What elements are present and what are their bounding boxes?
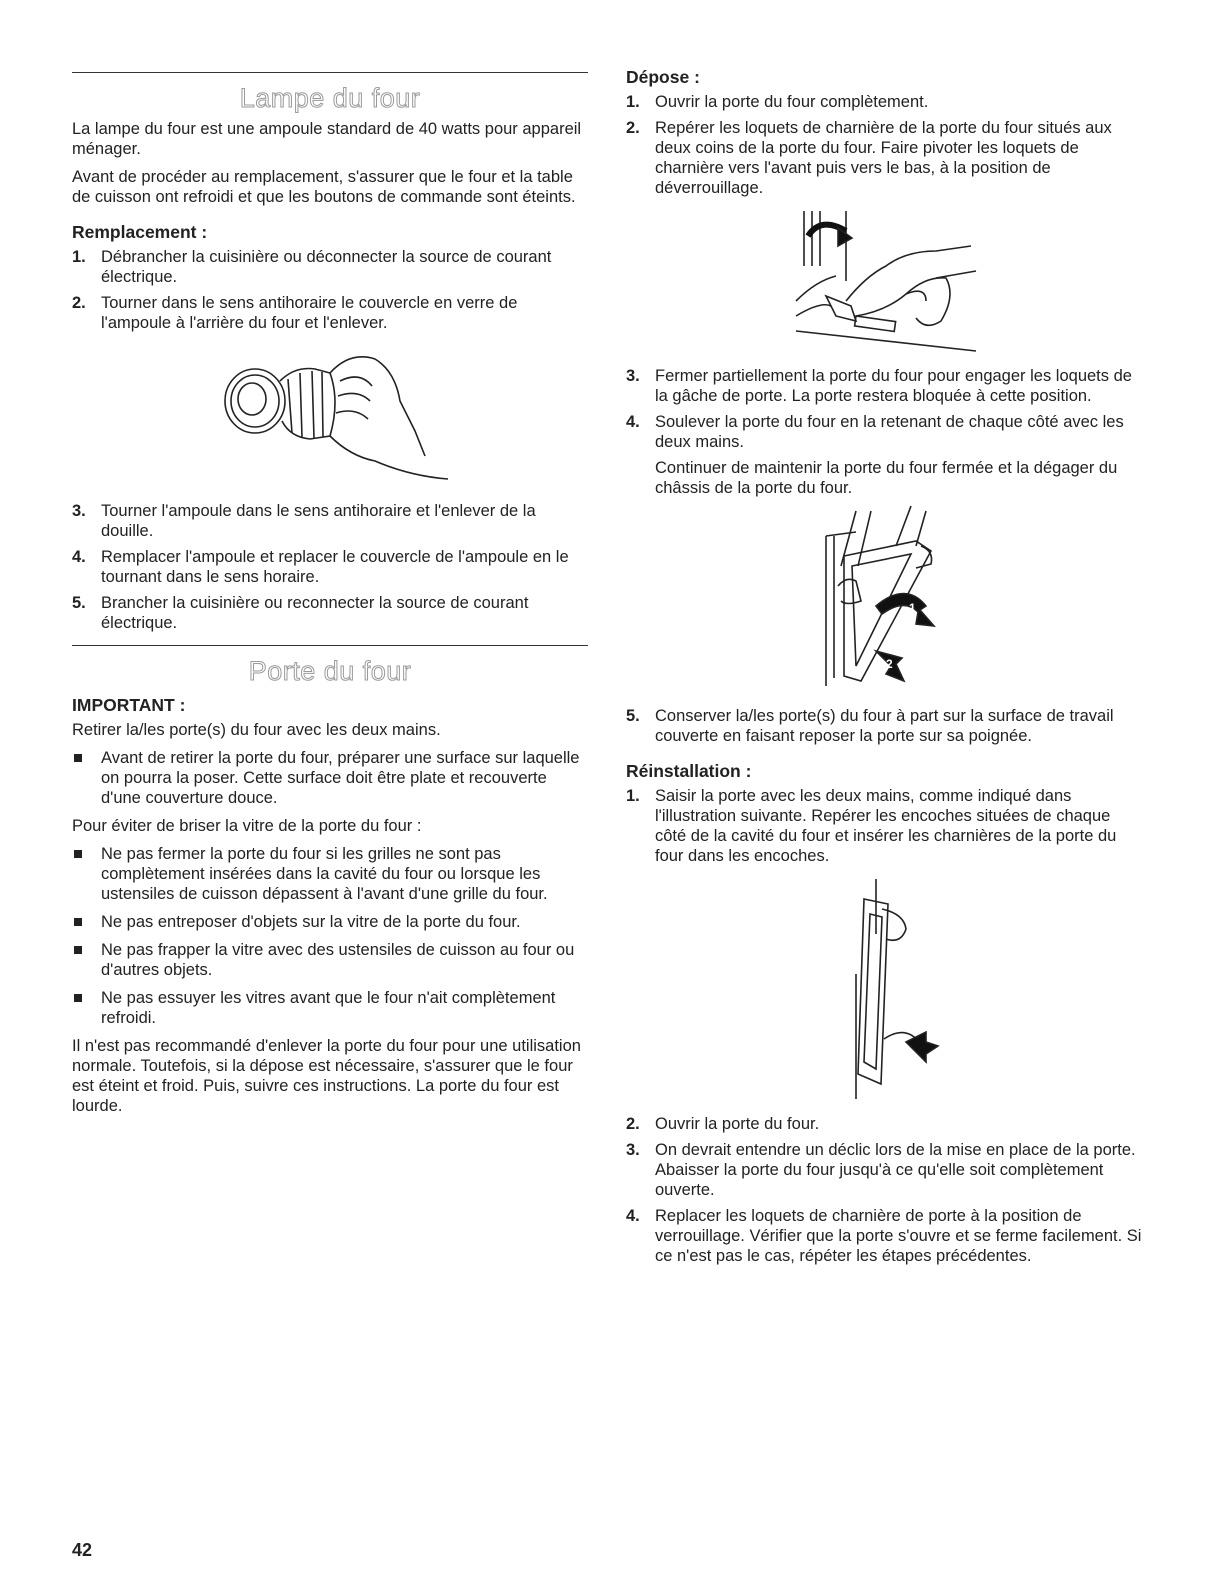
bulb-cover-illustration — [72, 341, 588, 491]
important-text: Retirer la/les porte(s) du four avec les deux mains. — [72, 721, 441, 739]
reinstall-heading: Réinstallation : — [626, 761, 752, 781]
replacement-heading: Remplacement : — [72, 222, 208, 242]
arrow-label-2: 2 — [886, 657, 893, 671]
arrow-label-1: 1 — [909, 601, 916, 615]
right-column — [626, 60, 1146, 1272]
bullet-square-icon — [74, 994, 82, 1002]
bullet-item: Avant de retirer la porte du four, préparer une surface sur laquelle on pourra la poser. Cette surface doit être plate et recouverte d'une couverture douce. — [72, 748, 588, 808]
removal-step: 1. Ouvrir la porte du four complètement. — [626, 93, 929, 111]
door-reinstall-illustration — [626, 874, 1146, 1104]
lamp-step: 3. Tourner l'ampoule dans le sens antihoraire et l'enlever de la douille. — [72, 502, 536, 540]
bullet-square-icon — [74, 918, 82, 926]
section-rule — [72, 72, 588, 73]
removal-heading: Dépose : — [626, 67, 700, 87]
bullet-square-icon — [74, 946, 82, 954]
removal-step: 2. Repérer les loquets de charnière de la porte du four situés aux deux coins de la porte du four. Faire pivoter les loquets de charnière vers l'avant puis vers le bas, à la position de déverrouillage. — [626, 119, 1112, 197]
page-number: 42 — [72, 1540, 93, 1560]
bullet-item: Ne pas essuyer les vitres avant que le four n'ait complètement refroidi. — [72, 988, 588, 1028]
reinstall-step: 1. Saisir la porte avec les deux mains, comme indiqué dans l'illustration suivante. Repérer les encoches situées de chaque côté de la cavité du four et insérer les charnières de la porte du four dans les encoches. — [626, 787, 1117, 865]
bullet-item: Ne pas entreposer d'objets sur la vitre de la porte du four. — [72, 912, 588, 932]
removal-step: 5. Conserver la/les porte(s) du four à part sur la surface de travail couverte en faisant reposer la porte sur sa poignée. — [626, 707, 1114, 745]
important-heading: IMPORTANT : — [72, 695, 186, 715]
avoid-text: Pour éviter de briser la vitre de la porte du four : — [72, 817, 422, 835]
door-lift-illustration — [626, 506, 1146, 696]
hinge-latch-illustration — [626, 206, 1146, 356]
left-column — [72, 60, 588, 1124]
section-rule — [72, 645, 588, 646]
bullet-square-icon — [74, 754, 82, 762]
removal-step: 3. Fermer partiellement la porte du four pour engager les loquets de la gâche de porte. La porte restera bloquée à cette position. — [626, 367, 1132, 405]
door-note: Il n'est pas recommandé d'enlever la porte du four pour une utilisation normale. Toutefois, si la dépose est nécessaire, s'assurer que le four est éteint et froid. Puis, suivre ces instructions. La porte du four est lourde. — [72, 1037, 581, 1115]
lamp-precaution: Avant de procéder au remplacement, s'assurer que le four et la table de cuisson ont refroidi et que les boutons de commande sont éteints. — [72, 168, 576, 206]
lamp-step: 4. Remplacer l'ampoule et replacer le couvercle de l'ampoule en le tournant dans le sens horaire. — [72, 548, 569, 586]
reinstall-step: 4. Replacer les loquets de charnière de porte à la position de verrouillage. Vérifier que la porte s'ouvre et se ferme facilement. Si ce n'est pas le cas, répéter les étapes précédentes. — [626, 1207, 1142, 1265]
removal-step: 4. Soulever la porte du four en la retenant de chaque côté avec les deux mains. Continuer de maintenir la porte du four fermée et la dégager du châssis de la porte du four. — [626, 413, 1124, 497]
bullet-item: Ne pas frapper la vitre avec des ustensiles de cuisson au four ou d'autres objets. — [72, 940, 588, 980]
lamp-step: 2. Tourner dans le sens antihoraire le couvercle en verre de l'ampoule à l'arrière du four et l'enlever. — [72, 294, 518, 332]
lamp-section-title: Lampe du four — [239, 83, 421, 113]
bullet-item: Ne pas fermer la porte du four si les grilles ne sont pas complètement insérées dans la cavité du four ou lorsque les ustensiles de cuisson dépassent à l'avant d'une grille du four. — [72, 844, 588, 904]
door-section-title: Porte du four — [248, 656, 412, 686]
reinstall-step: 3. On devrait entendre un déclic lors de la mise en place de la porte. Abaisser la porte du four jusqu'à ce qu'elle soit complètement ouverte. — [626, 1141, 1136, 1199]
lamp-step: 1. Débrancher la cuisinière ou déconnecter la source de courant électrique. — [72, 248, 552, 286]
bullet-square-icon — [74, 850, 82, 858]
reinstall-step: 2. Ouvrir la porte du four. — [626, 1115, 820, 1133]
lamp-intro: La lampe du four est une ampoule standard de 40 watts pour appareil ménager. — [72, 120, 582, 158]
lamp-step: 5. Brancher la cuisinière ou reconnecter la source de courant électrique. — [72, 594, 529, 632]
